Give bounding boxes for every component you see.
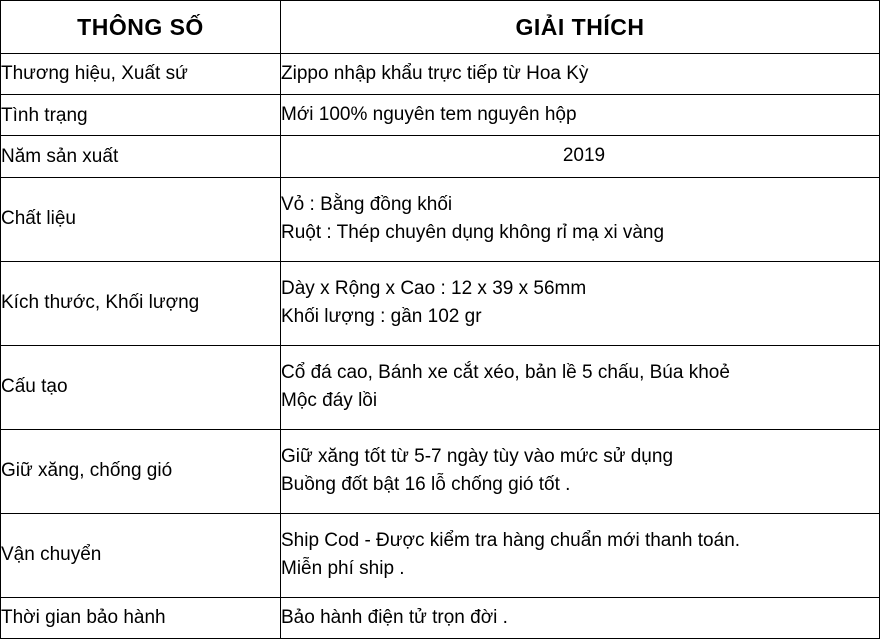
explanation-line: Cổ đá cao, Bánh xe cắt xéo, bản lề 5 chấu, Búa khoẻ [281,361,730,383]
table-row [1,597,880,638]
explanation-line: Mộc đáy lồi [281,390,378,412]
explanation-line: Miễn phí ship . [281,558,405,580]
cell-parameter: Kích thước, Khối lượng [1,261,281,345]
cell-parameter: Thời gian bảo hành [1,597,281,638]
explanation-line: Ruột : Thép chuyên dụng không rỉ mạ xi vàng [281,222,665,244]
table-row [1,429,880,513]
table-body [1,54,880,639]
cell-explanation [281,261,880,345]
column-header-parameter: THÔNG SỐ [1,1,281,54]
cell-explanation [281,136,880,177]
cell-parameter: Giữ xăng, chống gió [1,429,281,513]
column-header-explanation: GIẢI THÍCH [281,1,880,54]
explanation-line: Bảo hành điện tử trọn đời . [281,606,508,628]
explanation-line: Buồng đốt bật 16 lỗ chống gió tốt . [281,474,571,496]
explanation-line: Mới 100% nguyên tem nguyên hộp [281,104,577,126]
explanation-line: Giữ xăng tốt từ 5-7 ngày tùy vào mức sử dụng [281,445,674,467]
table-row [1,345,880,429]
table-row [1,54,880,95]
explanation-line: Ship Cod - Được kiểm tra hàng chuẩn mới thanh toán. [281,529,741,551]
cell-parameter: Cấu tạo [1,345,281,429]
cell-explanation [281,429,880,513]
table-row [1,95,880,136]
cell-parameter: Tình trạng [1,95,281,136]
cell-explanation [281,54,880,95]
cell-parameter: Thương hiệu, Xuất sứ [1,54,281,95]
cell-parameter: Năm sản xuất [1,136,281,177]
cell-parameter: Vận chuyển [1,513,281,597]
cell-explanation [281,177,880,261]
cell-explanation [281,95,880,136]
table-row [1,513,880,597]
explanation-line: 2019 [562,145,606,167]
cell-explanation [281,345,880,429]
cell-explanation [281,513,880,597]
explanation-line: Khối lượng : gần 102 gr [281,306,482,328]
table-row [1,177,880,261]
explanation-line: Dày x Rộng x Cao : 12 x 39 x 56mm [281,277,587,299]
cell-parameter: Chất liệu [1,177,281,261]
cell-explanation [281,597,880,638]
table-header-row [1,1,880,54]
explanation-line: Vỏ : Bằng đồng khối [281,193,453,215]
table-row [1,136,880,177]
explanation-line: Zippo nhập khẩu trực tiếp từ Hoa Kỳ [281,63,589,84]
table-row [1,261,880,345]
table-header [1,1,880,54]
